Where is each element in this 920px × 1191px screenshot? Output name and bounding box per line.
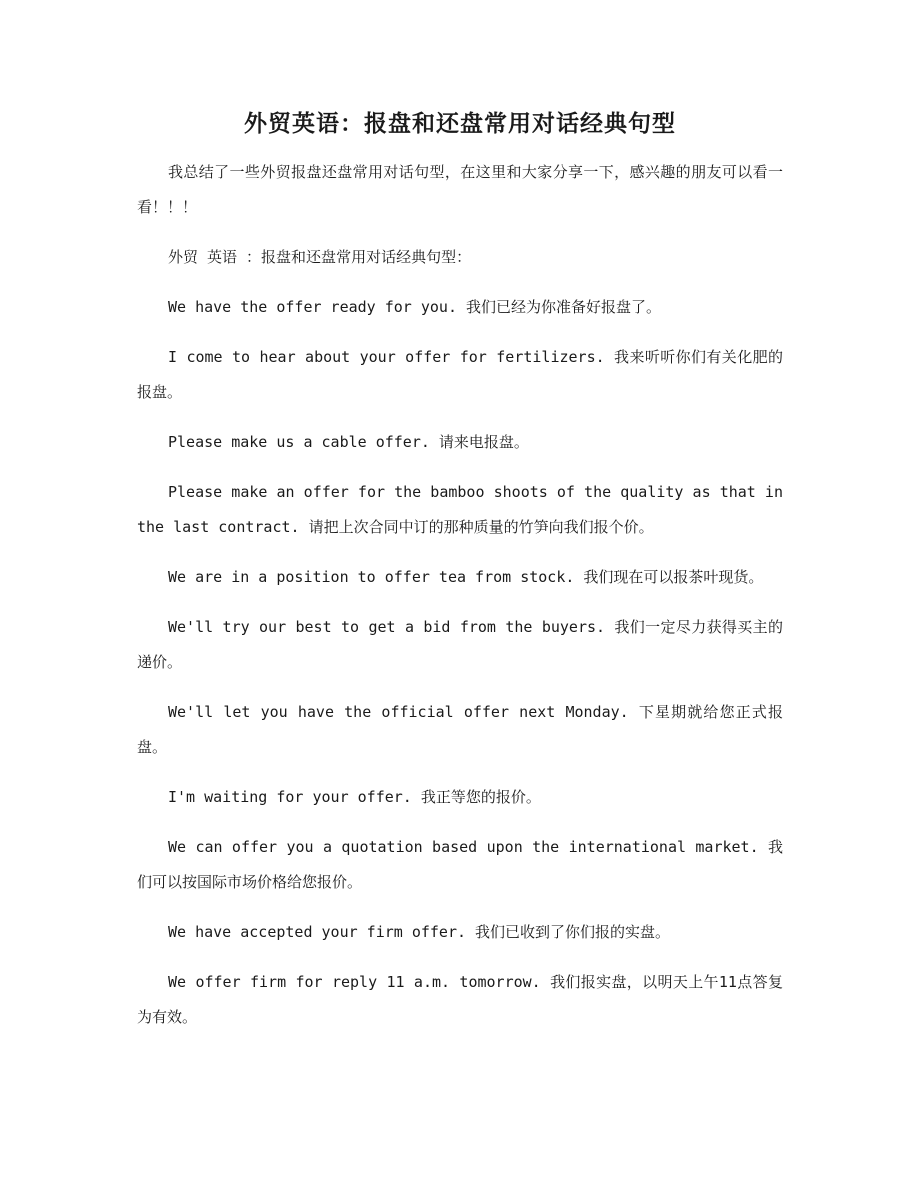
document-title: 外贸英语：报盘和还盘常用对话经典句型: [244, 110, 676, 137]
sentence-paragraph-3: Please make us a cable offer. 请来电报盘。: [168, 433, 529, 451]
sentence-paragraph-7: We'll let you have the official offer next Monday. 下星期就给您正式报盘。: [137, 703, 783, 756]
document-page: [137, 108, 783, 1035]
sentence-paragraph-2: I come to hear about your offer for fertilizers. 我来听听你们有关化肥的报盘。: [137, 348, 783, 401]
sentence-paragraph-9: We can offer you a quotation based upon the international market. 我们可以按国际市场价格给您报价。: [137, 838, 783, 891]
sentence-paragraph-4: Please make an offer for the bamboo shoots of the quality as that in the last contract. 请把上次合同中订的那种质量的竹笋向我们报个价。: [137, 483, 783, 536]
sentence-paragraph-8: I'm waiting for your offer. 我正等您的报价。: [168, 788, 541, 806]
sentence-paragraph-1: We have the offer ready for you. 我们已经为你准备好报盘了。: [168, 298, 662, 316]
sentence-paragraph-6: We'll try our best to get a bid from the buyers. 我们一定尽力获得买主的递价。: [137, 618, 783, 671]
section-heading-paragraph: 外贸 英语 ：报盘和还盘常用对话经典句型：: [168, 248, 472, 266]
intro-paragraph: 我总结了一些外贸报盘还盘常用对话句型，在这里和大家分享一下，感兴趣的朋友可以看一看！！！: [137, 163, 783, 216]
sentence-paragraph-5: We are in a position to offer tea from stock. 我们现在可以报茶叶现货。: [168, 568, 764, 586]
sentence-paragraph-11: We offer firm for reply 11 a.m. tomorrow. 我们报实盘，以明天上午11点答复为有效。: [137, 973, 783, 1026]
sentence-paragraph-10: We have accepted your firm offer. 我们已收到了你们报的实盘。: [168, 923, 671, 941]
